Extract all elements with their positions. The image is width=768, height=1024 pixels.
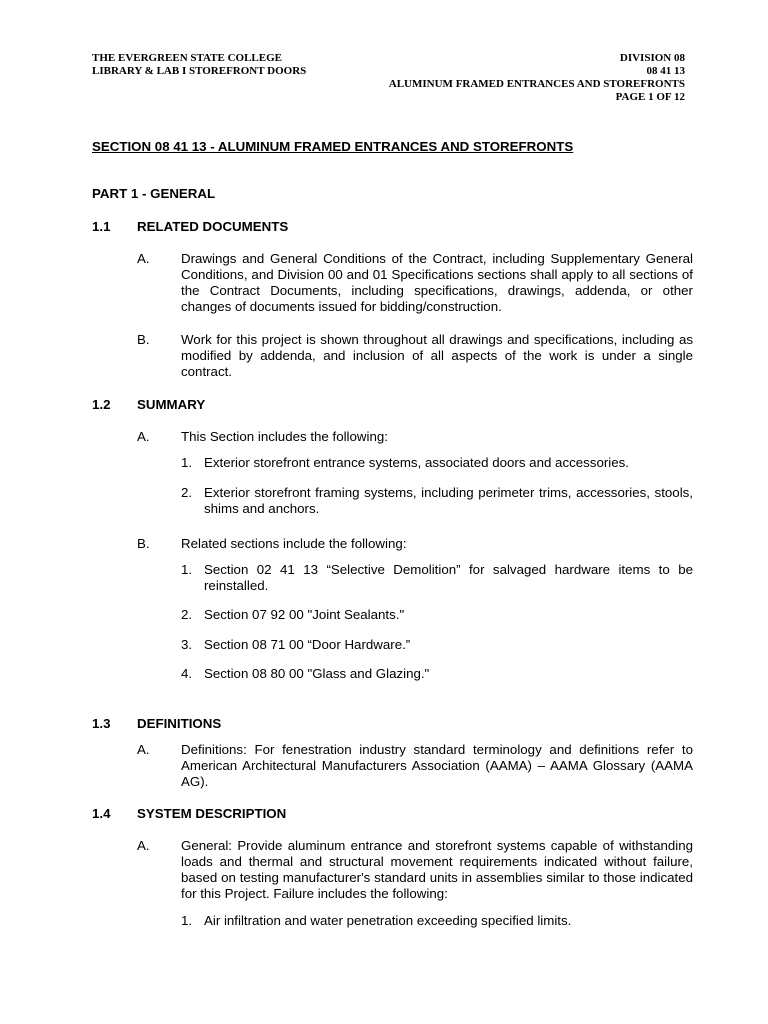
list-number: 2. xyxy=(181,485,193,500)
paragraph-text: Work for this project is shown throughout all drawings and specifications, including as modified by addenda, and inclusion of all aspects of the work is under a single contract. xyxy=(181,332,693,379)
article-title: SUMMARY xyxy=(137,397,206,412)
paragraph-text: Definitions: For fenestration industry standard terminology and definitions refer to American Architectural Manufacturers Association (AAMA) – AAMA Glossary (AAMA AG). xyxy=(181,742,693,789)
list-item-text: Section 07 92 00 "Joint Sealants." xyxy=(204,607,405,622)
part-heading: PART 1 - GENERAL xyxy=(92,186,216,201)
header-division: DIVISION 08 xyxy=(619,52,685,64)
article-title: DEFINITIONS xyxy=(137,716,222,731)
article-number: 1.3 xyxy=(92,716,111,731)
paragraph-text: This Section includes the following: xyxy=(181,429,388,444)
list-item-text: Air infiltration and water penetration exceeding specified limits. xyxy=(204,913,572,928)
list-number: 1. xyxy=(181,455,193,470)
article-title: RELATED DOCUMENTS xyxy=(137,219,289,234)
header-section-number: 08 41 13 xyxy=(646,65,685,77)
article-number: 1.4 xyxy=(92,806,111,821)
header-right xyxy=(389,52,685,104)
list-item-text: Exterior storefront entrance systems, associated doors and accessories. xyxy=(204,455,629,470)
article-number: 1.2 xyxy=(92,397,111,412)
header-project: LIBRARY & LAB I STOREFRONT DOORS xyxy=(92,65,307,77)
header-institution: THE EVERGREEN STATE COLLEGE xyxy=(92,52,283,64)
paragraph-label: B. xyxy=(137,536,150,551)
list-number: 3. xyxy=(181,637,193,652)
paragraph-label: A. xyxy=(137,742,150,757)
list-number: 4. xyxy=(181,666,193,681)
header-left xyxy=(92,52,306,78)
header-section-name: ALUMINUM FRAMED ENTRANCES AND STOREFRONTS xyxy=(388,78,685,90)
list-number: 1. xyxy=(181,562,193,577)
list-number: 2. xyxy=(181,607,193,622)
list-item-text: Exterior storefront framing systems, including perimeter trims, accessories, stools, shims and anchors. xyxy=(204,485,693,516)
paragraph-text: Related sections include the following: xyxy=(181,536,407,551)
section-title: SECTION 08 41 13 - ALUMINUM FRAMED ENTRANCES AND STOREFRONTS xyxy=(92,139,574,154)
paragraph-text: Drawings and General Conditions of the Contract, including Supplementary General Conditions, and Division 00 and 01 Specifications sections shall apply to all sections of the Contract Documents, including specifications, drawings, addenda, or other changes of documents issued for bidding/construction. xyxy=(181,251,693,314)
paragraph-label: A. xyxy=(137,251,150,266)
paragraph-label: A. xyxy=(137,429,150,444)
list-item-text: Section 08 80 00 "Glass and Glazing." xyxy=(204,666,430,681)
list-item-text: Section 08 71 00 “Door Hardware.” xyxy=(204,637,411,652)
header-page-number: PAGE 1 OF 12 xyxy=(615,91,685,103)
article-title: SYSTEM DESCRIPTION xyxy=(137,806,287,821)
paragraph-label: B. xyxy=(137,332,150,347)
list-number: 1. xyxy=(181,913,193,928)
paragraph-label: A. xyxy=(137,838,150,853)
paragraph-text: General: Provide aluminum entrance and storefront systems capable of withstanding loads and thermal and structural movement requirements indicated without failure, based on testing manufacturer's standard units in assemblies similar to those indicated for this Project. Failure includes the following: xyxy=(181,838,693,901)
article-number: 1.1 xyxy=(92,219,111,234)
list-item-text: Section 02 41 13 “Selective Demolition” for salvaged hardware items to be reinstalled. xyxy=(204,562,693,593)
